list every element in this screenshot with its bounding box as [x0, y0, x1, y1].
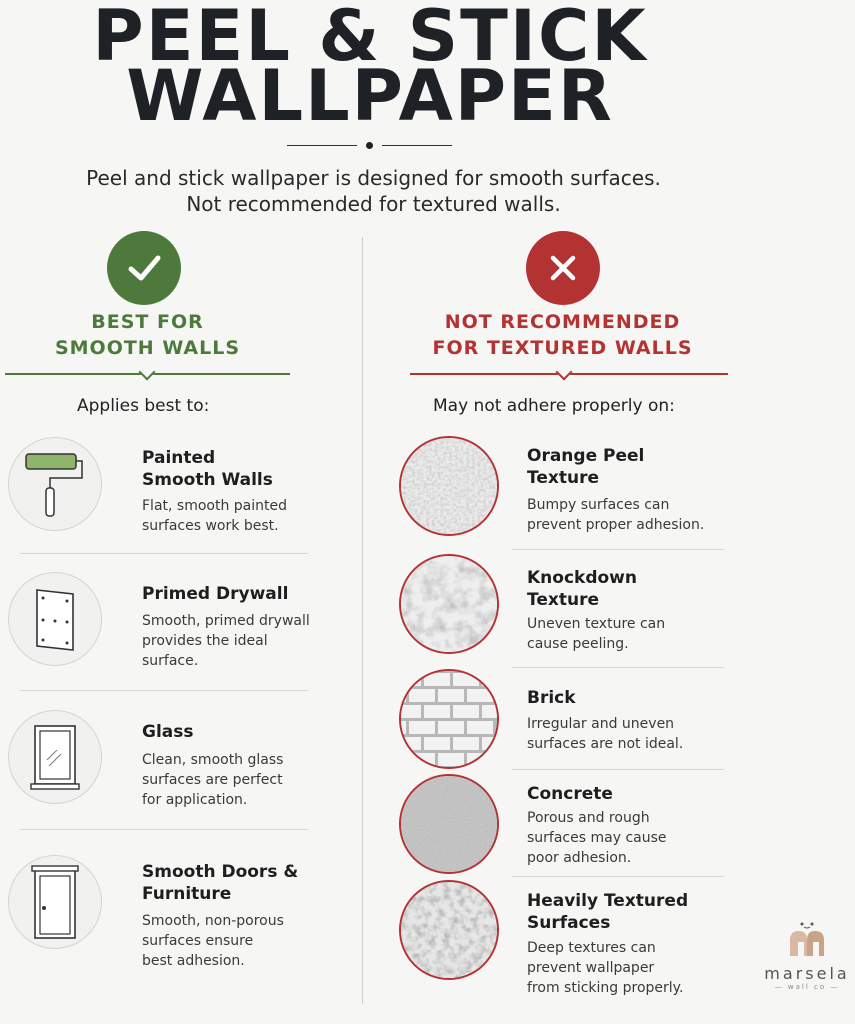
- good-item-desc-line: Flat, smooth painted: [142, 498, 288, 514]
- bad-item-title-line: Texture: [527, 590, 599, 610]
- good-item-title: [142, 721, 194, 743]
- bad-item-desc: [527, 714, 683, 754]
- bad-item-desc-line: Uneven texture can: [527, 616, 666, 632]
- check-badge: [107, 231, 181, 305]
- brand-tagline: — wall co —: [774, 983, 840, 991]
- good-item-desc-line: best adhesion.: [142, 953, 245, 969]
- bad-heading-line1: NOT RECOMMENDED: [444, 311, 681, 333]
- bad-item-texture-circle: [399, 436, 499, 536]
- page-title-line1: PEEL & STICK: [92, 0, 648, 77]
- bad-item-desc-line: prevent wallpaper: [527, 960, 655, 976]
- good-item-title-line: Furniture: [142, 884, 232, 904]
- marsela-logo-icon: [785, 920, 829, 958]
- good-heading-line2: SMOOTH WALLS: [54, 337, 241, 359]
- bad-intro: May not adhere properly on:: [433, 396, 675, 416]
- bad-item-desc: [527, 938, 683, 998]
- bad-item-title-line: Concrete: [527, 784, 613, 804]
- page-title-line2: WALLPAPER: [126, 55, 614, 137]
- bad-item-texture-circle: [399, 669, 499, 769]
- bad-item-title-line: Surfaces: [527, 913, 611, 933]
- bad-item-title: [527, 687, 576, 709]
- bad-item-separator: [512, 549, 724, 550]
- bad-item-title-line: Orange Peel: [527, 446, 645, 466]
- good-item-separator: [20, 690, 308, 691]
- good-rule-notch: [139, 364, 156, 381]
- good-item-separator: [20, 829, 308, 830]
- good-item-desc-line: Smooth, primed drywall: [142, 613, 310, 629]
- good-item-title-line: Primed Drywall: [142, 584, 289, 604]
- good-item-desc-line: surfaces are perfect: [142, 772, 283, 788]
- good-item-desc: [142, 911, 284, 971]
- bad-item-title: [527, 567, 637, 611]
- paint-roller-icon: [20, 444, 90, 524]
- bad-item-desc-line: poor adhesion.: [527, 850, 632, 866]
- bad-item-desc-line: Porous and rough: [527, 810, 650, 826]
- orange-peel-texture-icon: [401, 438, 497, 534]
- subtitle-line2: Not recommended for textured walls.: [186, 192, 561, 216]
- bad-item-title: [527, 783, 613, 805]
- check-icon: [122, 246, 166, 290]
- good-item-title-line: Painted: [142, 448, 216, 468]
- good-item-desc-line: surface.: [142, 653, 199, 669]
- bad-item-desc-line: Bumpy surfaces can: [527, 497, 670, 513]
- good-item-title-line: Smooth Doors &: [142, 862, 299, 882]
- window-glass-icon: [25, 720, 85, 794]
- good-item-title-line: Smooth Walls: [142, 470, 273, 490]
- column-divider: [362, 237, 363, 1004]
- good-item-icon-circle: [8, 572, 102, 666]
- good-item-title-line: Glass: [142, 722, 194, 742]
- good-item-desc-line: provides the ideal: [142, 633, 268, 649]
- bad-item-desc-line: surfaces may cause: [527, 830, 667, 846]
- bad-item-texture-circle: [399, 880, 499, 980]
- good-item-desc: [142, 750, 283, 810]
- bad-item-separator: [512, 667, 724, 668]
- bad-item-title: [527, 890, 688, 934]
- cross-icon: [543, 248, 583, 288]
- bad-item-desc-line: cause peeling.: [527, 636, 629, 652]
- good-heading: [0, 309, 295, 361]
- cross-badge: [526, 231, 600, 305]
- good-item-title: [142, 447, 273, 491]
- bad-item-desc-line: surfaces are not ideal.: [527, 736, 684, 752]
- bad-item-title: [527, 445, 644, 489]
- bad-item-desc-line: prevent proper adhesion.: [527, 517, 705, 533]
- subtitle-line1: Peel and stick wallpaper is designed for smooth surfaces.: [86, 166, 661, 190]
- bad-item-title-line: Heavily Textured: [527, 891, 689, 911]
- title-divider-right: [382, 145, 452, 146]
- bad-item-title-line: Texture: [527, 468, 599, 488]
- bad-rule-notch: [556, 364, 573, 381]
- good-item-desc: [142, 611, 310, 671]
- bad-item-separator: [512, 769, 724, 770]
- door-icon: [25, 862, 85, 942]
- brand-logo: [762, 920, 852, 991]
- bad-item-texture-circle: [399, 554, 499, 654]
- good-item-desc-line: for application.: [142, 792, 248, 808]
- good-item-title: [142, 583, 288, 605]
- bad-item-title-line: Brick: [527, 688, 576, 708]
- good-item-desc-line: surfaces work best.: [142, 518, 279, 534]
- good-item-desc-line: surfaces ensure: [142, 933, 254, 949]
- bad-heading: [400, 309, 725, 361]
- subtitle: [0, 165, 747, 217]
- good-item-icon-circle: [8, 855, 102, 949]
- bad-item-desc-line: Deep textures can: [527, 940, 656, 956]
- good-intro: Applies best to:: [77, 396, 210, 416]
- brick-texture-icon: [401, 671, 497, 767]
- good-item-separator: [20, 553, 308, 554]
- bad-item-texture-circle: [399, 774, 499, 874]
- good-item-desc-line: Clean, smooth glass: [142, 752, 284, 768]
- bad-item-separator: [512, 876, 724, 877]
- concrete-texture-icon: [401, 776, 497, 872]
- heavy-texture-icon: [401, 882, 497, 978]
- good-item-desc: [142, 496, 287, 536]
- good-heading-line1: BEST FOR: [91, 311, 204, 333]
- good-item-desc-line: Smooth, non-porous: [142, 913, 284, 929]
- bad-item-title-line: Knockdown: [527, 568, 637, 588]
- brand-name: marsela: [764, 964, 850, 983]
- bad-item-desc: [527, 495, 704, 535]
- drywall-panel-icon: [25, 584, 85, 654]
- bad-item-desc-line: Irregular and uneven: [527, 716, 675, 732]
- bad-item-desc-line: from sticking properly.: [527, 980, 684, 996]
- bad-item-desc: [527, 614, 665, 654]
- title-divider-left: [287, 145, 357, 146]
- bad-item-desc: [527, 808, 667, 868]
- knockdown-texture-icon: [401, 556, 497, 652]
- good-item-title: [142, 861, 298, 905]
- bad-heading-line2: FOR TEXTURED WALLS: [432, 337, 693, 359]
- title-divider-dot: [366, 142, 373, 149]
- good-item-icon-circle: [8, 437, 102, 531]
- good-item-icon-circle: [8, 710, 102, 804]
